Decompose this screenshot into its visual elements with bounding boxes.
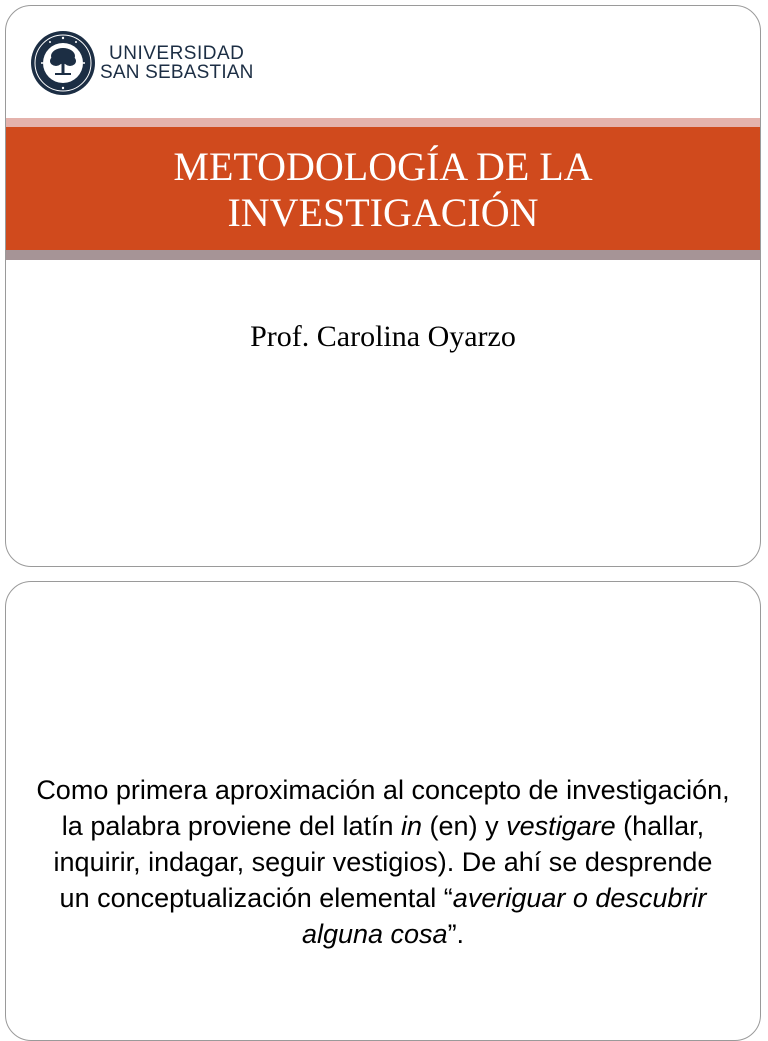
presenter-name: Prof. Carolina Oyarzo — [250, 320, 516, 353]
band-top — [6, 118, 760, 127]
slide-title-text: METODOLOGÍA DE LA INVESTIGACIÓN — [173, 143, 593, 235]
university-logo — [30, 30, 270, 98]
slide-content — [5, 581, 761, 1041]
title-band — [6, 127, 760, 252]
logo-line-1: UNIVERSIDAD — [109, 43, 245, 64]
italic-vestigare: vestigare — [506, 811, 616, 841]
text-segment: (hallar, inquirir, indagar, seguir vestigios). De ahí se desprende un conceptualización elemental “ — [53, 811, 713, 913]
seal-icon — [30, 30, 96, 96]
logo-wordmark — [100, 44, 254, 82]
text-segment: ”. — [447, 919, 465, 949]
logo-line-2: SAN SEBASTIAN — [100, 62, 254, 83]
text-segment: (en) y — [422, 811, 507, 841]
body-paragraph — [36, 772, 730, 952]
text-segment: Como primera aproximación al concepto de investigación, la palabra proviene del latín — [36, 775, 730, 841]
italic-in: in — [401, 811, 423, 841]
slide-title — [5, 5, 761, 567]
italic-quote: averiguar o descubrir alguna cosa — [301, 883, 707, 949]
band-bottom — [6, 250, 760, 260]
